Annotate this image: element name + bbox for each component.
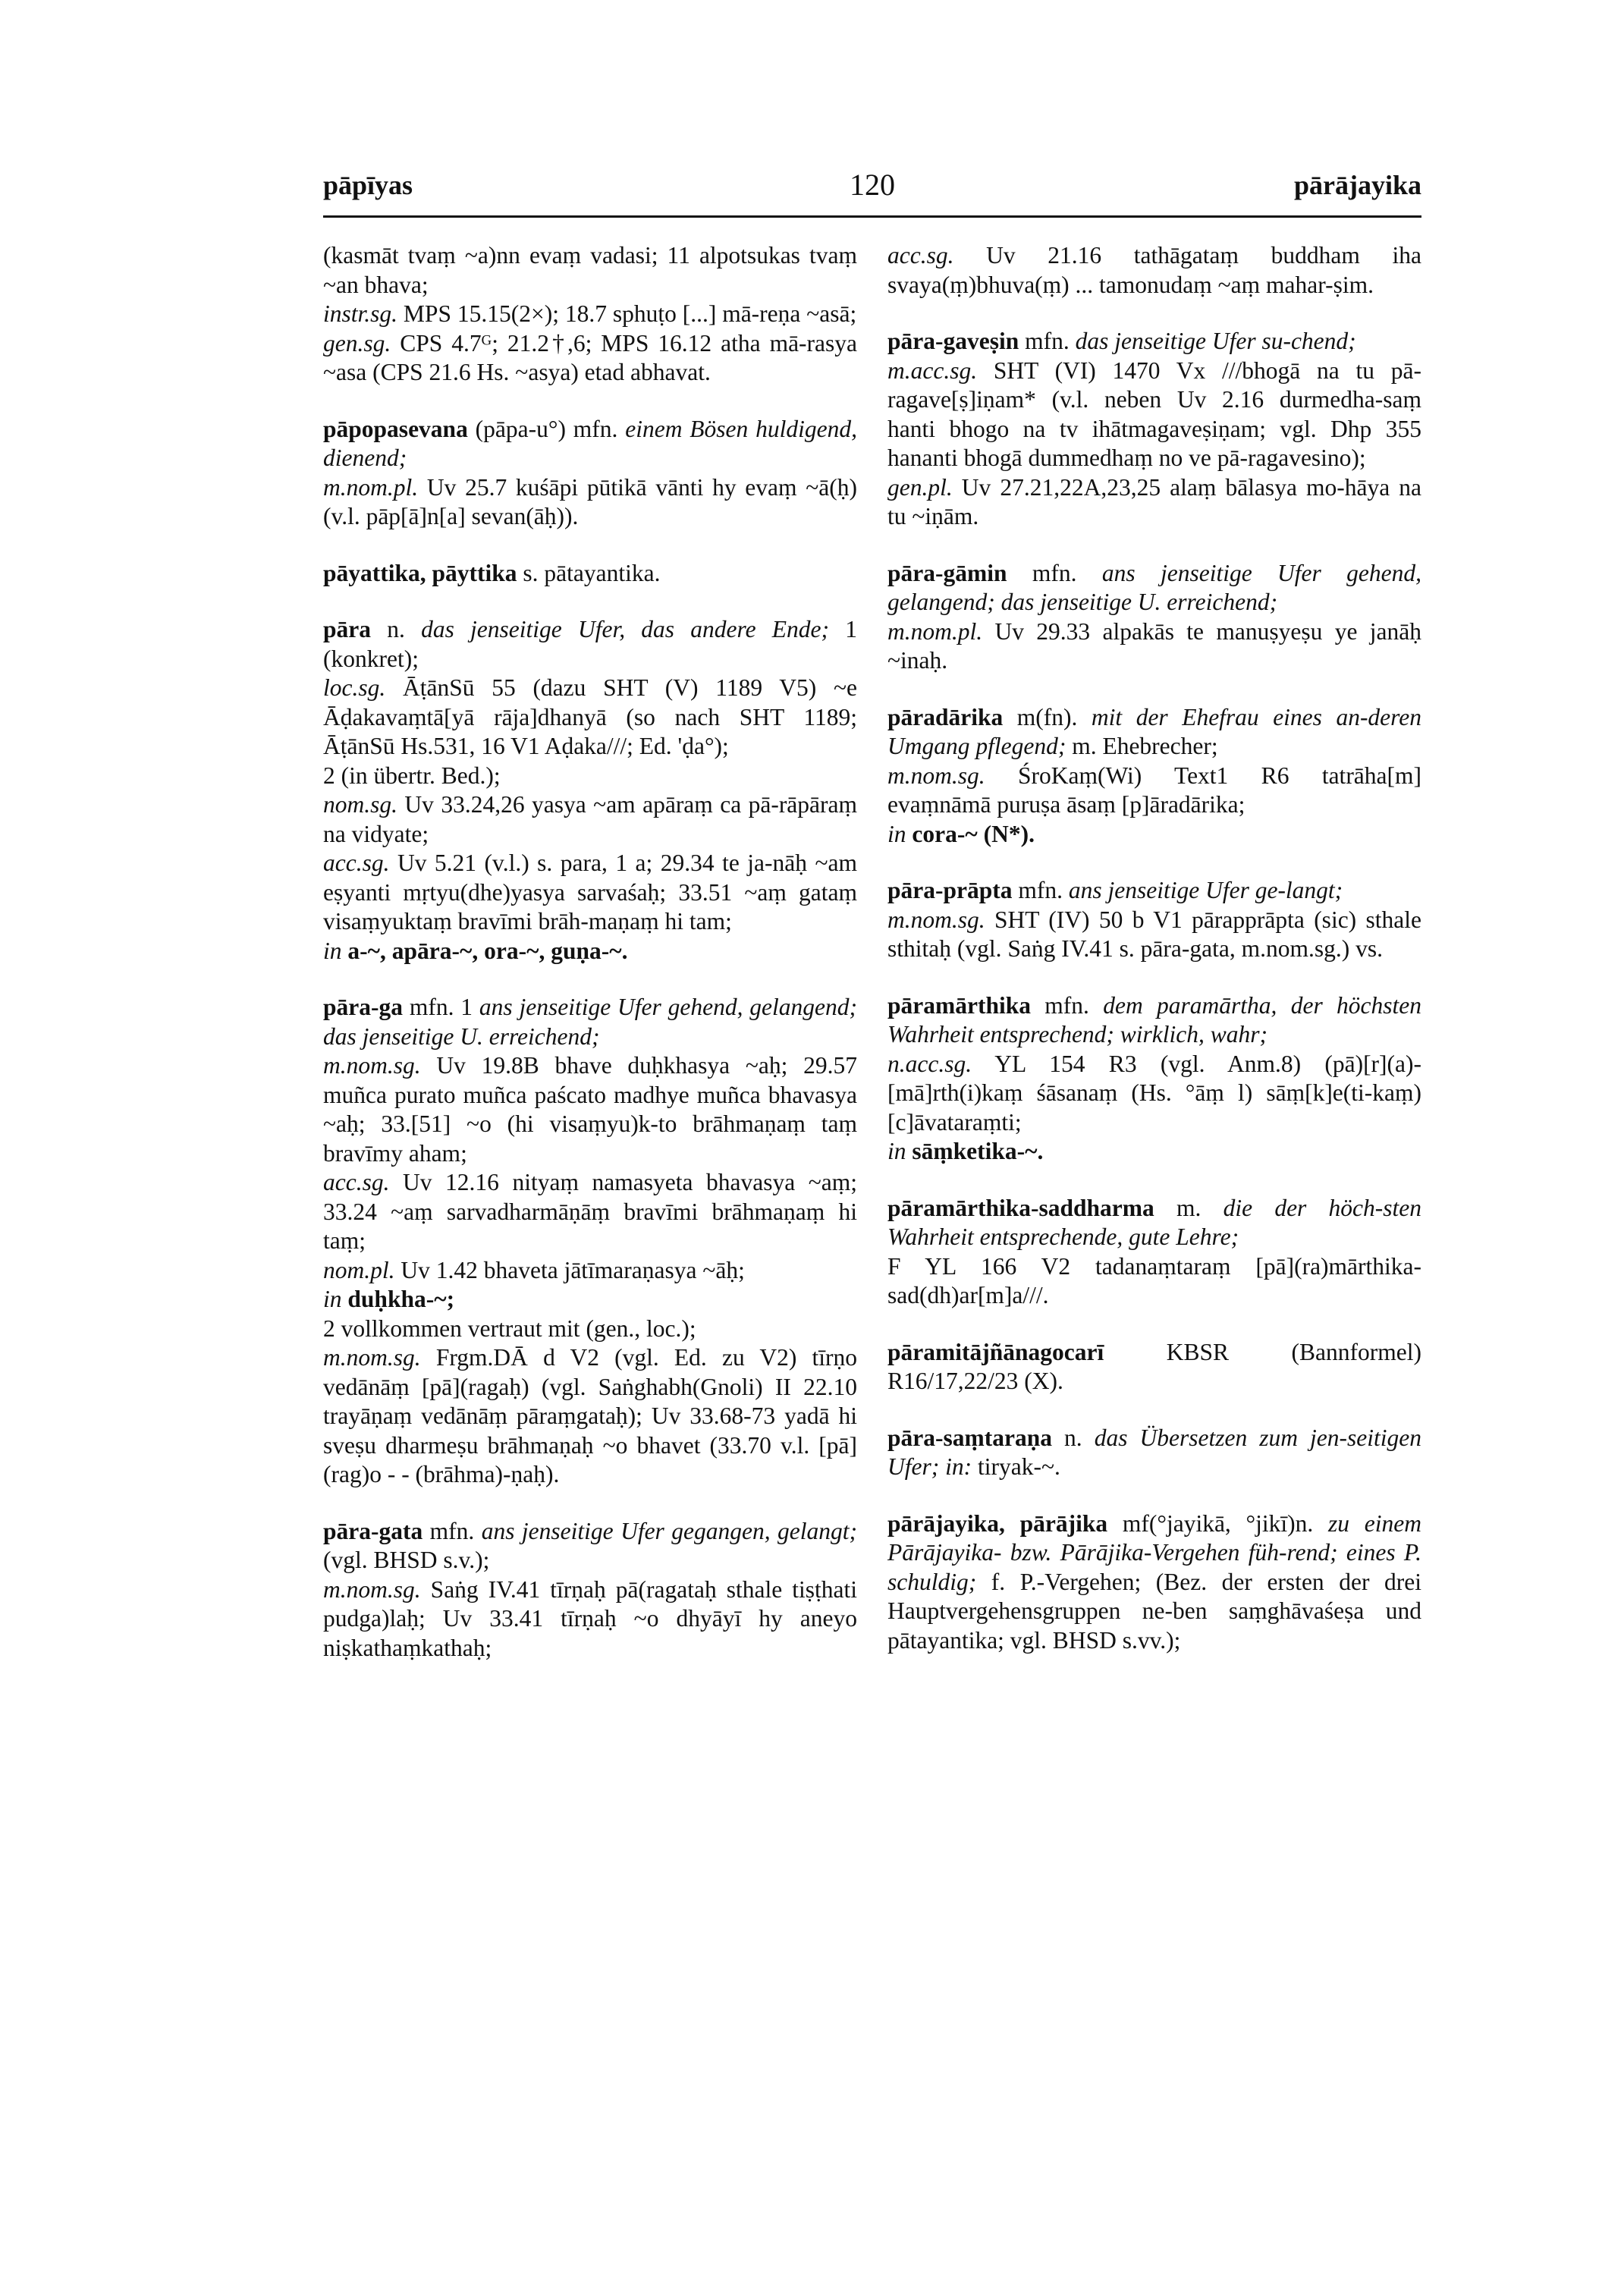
citation-line xyxy=(323,937,857,966)
german-definition: das jenseitige Ufer su-chend; xyxy=(1075,328,1356,354)
citation-line xyxy=(323,241,857,300)
headword: pāra-ga xyxy=(323,994,403,1020)
grammar-label: m.nom.sg. xyxy=(323,1575,421,1603)
headword: pāra xyxy=(323,616,371,642)
citation-line xyxy=(323,762,857,791)
citation-text: MPS 15.15(2×); 18.7 sphuṭo [...] mā-reṇa ~asā; xyxy=(397,300,857,327)
headword: pāramārthika-saddharma xyxy=(887,1194,1154,1221)
page-header xyxy=(323,168,1421,202)
citation-line xyxy=(887,473,1421,532)
citation-text: sāṃketika-~. xyxy=(906,1138,1044,1164)
citation-line xyxy=(887,1252,1421,1311)
grammar-label: in xyxy=(887,1138,906,1164)
definition-tail: f. P.-Vergehen; (Bez. der ersten der drei Hauptvergehensgruppen ne-ben saṃghāvaśeṣa und pātayantika; vgl. BHSD s.vv.); xyxy=(887,1568,1421,1654)
grammar-label: m.nom.sg. xyxy=(887,906,985,933)
grammar-note: m. xyxy=(1154,1194,1223,1221)
citation-line xyxy=(323,1575,857,1663)
headword: pāra-saṃtaraṇa xyxy=(887,1424,1052,1451)
citation-text: Uv 5.21 (v.l.) s. para, 1 a; 29.34 te ja-nāḥ ~am eṣyanti mṛtyu(dhe)yasya sarvaśaḥ; 33.51 ~aṃ gataṃ visaṃyuktaṃ bravīmi brāh-maṇaṃ hi tam; xyxy=(323,850,857,934)
entry-heading xyxy=(887,327,1421,357)
citation-text: YL 154 R3 (vgl. Anm.8) (pā)[r](a)-[mā]rth(i)kaṃ śāsanaṃ (Hs. °āṃ l) sāṃ[k]e(ti-kaṃ) [c]āvataraṃti; xyxy=(887,1050,1421,1136)
grammar-note: mfn. xyxy=(1012,877,1069,903)
citation-text: Uv 33.24,26 yasya ~am apāraṃ ca pā-rāpāraṃ na vidyate; xyxy=(323,791,857,847)
citation-line xyxy=(323,1256,857,1286)
headword: pārājayika, pārājika xyxy=(887,1509,1108,1537)
citation-line xyxy=(887,820,1421,850)
citation-text: F YL 166 V2 tadanaṃtaraṃ [pā](ra)mārthika-sad(dh)ar[m]a///. xyxy=(887,1252,1421,1308)
dictionary-entry xyxy=(323,615,857,966)
entry-heading xyxy=(887,1424,1421,1482)
entry-heading xyxy=(887,991,1421,1050)
citation-text: cora-~ (N*). xyxy=(906,820,1035,847)
german-definition: ans jenseitige Ufer gehend, gelangend; das jenseitige U. erreichend; xyxy=(323,994,857,1050)
grammar-label: in xyxy=(323,937,342,964)
citation-text: Uv 29.33 alpakās te manuṣyeṣu ye janāḥ ~inaḥ. xyxy=(887,617,1421,674)
dictionary-entry xyxy=(887,703,1421,850)
dictionary-entry xyxy=(887,1424,1421,1482)
citation-line xyxy=(887,762,1421,820)
entry-heading xyxy=(887,1194,1421,1252)
header-right-keyword: pārājayika xyxy=(1293,170,1421,200)
grammar-note: n. xyxy=(371,616,422,642)
grammar-label: in xyxy=(887,820,906,847)
citation-line xyxy=(323,329,857,388)
grammar-label: m.nom.sg. xyxy=(887,762,985,789)
citation-text: ĀṭānSū 55 (dazu SHT (V) 1189 V5) ~e Āḍakavaṃtā[yā rāja]dhanyā (so nach SHT 1189; ĀṭānSū Hs.531, 16 V1 Aḍaka///; Ed. 'ḍa°); xyxy=(323,674,857,759)
grammar-label: acc.sg. xyxy=(323,1169,390,1195)
grammar-label: m.acc.sg. xyxy=(887,357,978,384)
citation-line xyxy=(323,849,857,937)
entry-heading xyxy=(887,1338,1421,1396)
dictionary-entry xyxy=(887,1194,1421,1311)
grammar-label: m.nom.sg. xyxy=(323,1344,421,1371)
citation-line xyxy=(323,1168,857,1256)
grammar-note: KBSR (Bannformel) R16/17,22/23 (X). xyxy=(887,1338,1421,1394)
german-definition: einem Bösen huldigend, dienend; xyxy=(323,415,857,471)
definition-tail: 1 (konkret); xyxy=(323,616,857,672)
grammar-note: (pāpa-u°) mfn. xyxy=(467,415,626,442)
grammar-label: nom.pl. xyxy=(323,1256,395,1283)
citation-text: Uv 1.42 bhaveta jātīmaraṇasya ~āḥ; xyxy=(394,1256,745,1283)
entry-heading xyxy=(887,559,1421,617)
dictionary-entry xyxy=(887,559,1421,676)
grammar-note: mfn. xyxy=(1007,559,1102,586)
citation-text: Frgm.DĀ d V2 (vgl. Ed. zu V2) tīrṇo vedānāṃ [pā](ragaḥ) (vgl. Saṅghabh(Gnoli) II 22.10 trayāṇaṃ vedānāṃ pāraṃgataḥ); Uv 33.68-73 yadā hi sveṣu dharmeṣu brāhmaṇaḥ ~o bhavet (33.70 v.l. [pā](rag)o - - (brāhma)-ṇaḥ). xyxy=(323,1344,857,1487)
entry-heading xyxy=(323,415,857,473)
dictionary-entry xyxy=(887,1338,1421,1396)
dictionary-entry xyxy=(323,993,857,1490)
headword: pāradārika xyxy=(887,703,1004,730)
german-definition: ans jenseitige Ufer ge-langt; xyxy=(1068,877,1343,903)
grammar-label: m.nom.sg. xyxy=(323,1052,421,1079)
grammar-note: mf(°jayikā, °jikī)n. xyxy=(1107,1509,1329,1537)
grammar-note: mfn. 1 xyxy=(403,994,479,1020)
citation-text: duḥkha-~; xyxy=(341,1286,455,1312)
citation-text: 2 vollkommen vertraut mit (gen., loc.); xyxy=(323,1315,696,1342)
headword: pāra-gaveṣin xyxy=(887,328,1019,354)
header-rule xyxy=(323,215,1421,218)
citation-line xyxy=(887,1137,1421,1167)
grammar-label: gen.sg. xyxy=(323,329,391,357)
german-definition: die der höch-sten Wahrheit entsprechende, gute Lehre; xyxy=(887,1194,1421,1250)
citation-text: 2 (in übertr. Bed.); xyxy=(323,762,501,789)
grammar-label: n.acc.sg. xyxy=(887,1050,972,1077)
citation-text: SHT (VI) 1470 Vx ///bhogā na tu pā-ragave[ṣ]iṇam* (v.l. neben Uv 2.16 durmedha-saṃ hanti bhogo na tv ihātmagaveṣiṇam; vgl. Dhp 355 hananti bhogā dummedhaṃ no ve pā-ragavesino); xyxy=(887,357,1421,471)
dictionary-entry xyxy=(323,241,857,388)
citation-line xyxy=(323,1285,857,1315)
right-column xyxy=(887,241,1421,1682)
dictionary-entry xyxy=(887,876,1421,964)
header-left-keyword: pāpīyas xyxy=(323,170,413,200)
left-column xyxy=(323,241,857,1690)
grammar-label: in xyxy=(323,1286,342,1312)
definition-tail: (vgl. BHSD s.v.); xyxy=(323,1547,490,1573)
german-definition: ans jenseitige Ufer gehend, gelangend; das jenseitige U. erreichend; xyxy=(887,559,1422,615)
german-definition: ans jenseitige Ufer gegangen, gelangt; xyxy=(481,1517,857,1544)
grammar-note: m(fn). xyxy=(1003,703,1092,730)
citation-line xyxy=(323,674,857,762)
german-definition: mit der Ehefrau eines an-deren Umgang pflegend; xyxy=(887,703,1421,759)
citation-text: SHT (IV) 50 b V1 pārapprāpta (sic) sthale sthitaḥ (vgl. Saṅg IV.41 s. pāra-gata, m.nom.sg.) vs. xyxy=(887,906,1421,962)
citation-text: Saṅg IV.41 tīrṇaḥ pā(ragataḥ sthale tiṣṭhati pudga)laḥ; Uv 33.41 tīrṇaḥ ~o dhyāyī hy aneyo niṣkathaṃkathaḥ; xyxy=(323,1575,857,1661)
grammar-label: m.nom.pl. xyxy=(323,473,419,501)
citation-line xyxy=(887,906,1421,964)
grammar-label: loc.sg. xyxy=(323,674,386,701)
citation-line xyxy=(323,790,857,849)
german-definition: das jenseitige Ufer, das andere Ende; xyxy=(421,616,830,642)
dictionary-entry xyxy=(887,991,1421,1167)
entry-heading xyxy=(323,1517,857,1575)
german-definition: dem paramārtha, der höchsten Wahrheit entsprechend; wirklich, wahr; xyxy=(887,991,1421,1048)
citation-text: Uv 19.8B bhave duḥkhasya ~aḥ; 29.57 muñca purato muñca paścato madhye muñca bhavasya ~aḥ; 33.[51] ~o (hi visaṃyu)k-to brāhmaṇaṃ taṃ bravīmy aham; xyxy=(323,1052,857,1167)
citation-text: CPS 4.7ᴳ; 21.2†,6; MPS 16.12 atha mā-rasya ~asa (CPS 21.6 Hs. ~asya) etad abhavat. xyxy=(323,329,857,385)
citation-line xyxy=(887,1050,1421,1138)
grammar-note: s. pātayantika. xyxy=(517,559,661,586)
citation-line xyxy=(887,241,1421,300)
grammar-note: n. xyxy=(1051,1424,1095,1451)
citation-line xyxy=(323,1343,857,1490)
citation-text: Uv 27.21,22A,23,25 alaṃ bālasya mo-hāya na tu ~iṇām. xyxy=(887,473,1421,529)
dictionary-entry xyxy=(887,241,1421,300)
grammar-label: m.nom.pl. xyxy=(887,617,983,645)
headword: pāra-prāpta xyxy=(887,877,1013,903)
entry-heading xyxy=(887,703,1421,762)
entry-heading xyxy=(323,559,857,589)
dictionary-entry xyxy=(323,559,857,589)
entry-heading xyxy=(887,1509,1421,1656)
headword: pāramitājñānagocarī xyxy=(887,1338,1104,1365)
dictionary-entry xyxy=(323,1517,857,1663)
definition-tail: m. Ehebrecher; xyxy=(1066,733,1218,759)
grammar-note: mfn. xyxy=(1031,991,1104,1019)
grammar-label: instr.sg. xyxy=(323,300,398,327)
german-definition: das Übersetzen zum jen-seitigen Ufer; in: xyxy=(887,1424,1422,1480)
grammar-label: nom.sg. xyxy=(323,791,398,818)
headword: pāyattika, pāyttika xyxy=(323,559,517,586)
definition-tail: tiryak-~. xyxy=(972,1453,1060,1480)
dictionary-entry xyxy=(887,327,1421,532)
dictionary-entry xyxy=(323,415,857,532)
citation-line xyxy=(323,1315,857,1344)
citation-text: Uv 12.16 nityaṃ namasyeta bhavasya ~aṃ; 33.24 ~aṃ sarvadharmāṇāṃ bravīmi brāhmaṇaṃ hi taṃ; xyxy=(323,1169,857,1254)
grammar-note: mfn. xyxy=(422,1517,482,1544)
grammar-note: mfn. xyxy=(1019,328,1076,354)
grammar-label: acc.sg. xyxy=(323,850,390,876)
headword: pāpopasevana xyxy=(323,415,468,442)
citation-line xyxy=(887,357,1421,473)
citation-text: Uv 25.7 kuśāpi pūtikā vānti hy evaṃ ~ā(ḥ) (v.l. pāp[ā]n[a] sevan(āḥ)). xyxy=(323,473,857,529)
grammar-label: gen.pl. xyxy=(887,473,953,501)
german-definition: zu einem Pārājayika- bzw. Pārājika-Vergehen füh-rend; eines P. schuldig; xyxy=(887,1509,1421,1595)
citation-line xyxy=(323,473,857,532)
citation-text: Uv 21.16 tathāgataṃ buddham iha svaya(ṃ)bhuva(ṃ) ... tamonudaṃ ~aṃ mahar-ṣim. xyxy=(887,242,1421,298)
entry-heading xyxy=(323,615,857,674)
citation-text: ŚroKaṃ(Wi) Text1 R6 tatrāha[m] evaṃnāmā puruṣa āsaṃ [p]āradārika; xyxy=(887,762,1421,818)
citation-line xyxy=(887,617,1421,676)
dictionary-entry xyxy=(887,1509,1421,1656)
headword: pāramārthika xyxy=(887,991,1031,1019)
grammar-label: acc.sg. xyxy=(887,242,954,269)
entry-heading xyxy=(887,876,1421,906)
page-number: 120 xyxy=(850,168,895,202)
headword: pāra-gāmin xyxy=(887,559,1007,586)
citation-text: (kasmāt tvaṃ ~a)nn evaṃ vadasi; 11 alpotsukas tvaṃ ~an bhava; xyxy=(323,242,857,298)
citation-text: a-~, apāra-~, ora-~, guṇa-~. xyxy=(341,937,628,964)
citation-line xyxy=(323,1051,857,1168)
entry-heading xyxy=(323,993,857,1051)
headword: pāra-gata xyxy=(323,1517,423,1544)
citation-line xyxy=(323,300,857,329)
